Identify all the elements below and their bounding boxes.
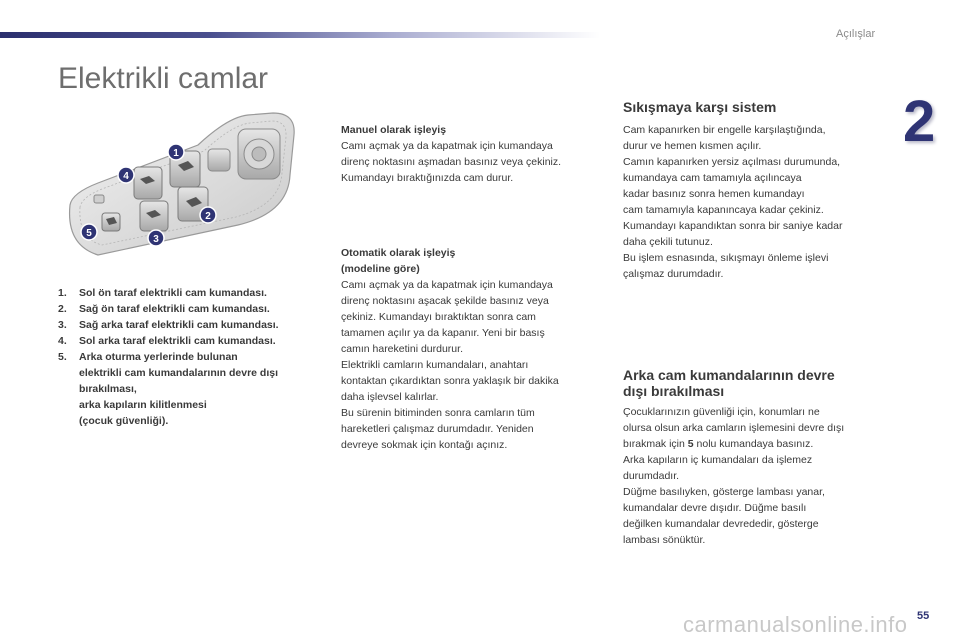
rear-disable-line: Arka kapıların iç kumandaları da işlemez <box>623 454 813 466</box>
callout-5-label: 5 <box>86 228 92 239</box>
rear-disable-button-ref: 5 <box>687 438 694 450</box>
anti-pinch-line: Camın kapanırken yersiz açılması durumunda, <box>623 156 841 168</box>
legend-item <box>58 285 328 301</box>
rear-disable-line: olursa olsun arka camların işlemesini devre dışı <box>623 422 845 434</box>
section-header: Açılışlar <box>836 28 876 40</box>
rear-disable-line: kumandalar devre dışıdır. Düğme basılı <box>623 502 807 514</box>
anti-pinch-line: durur ve hemen kısmen açılır. <box>623 140 762 152</box>
callout-2 <box>200 207 216 223</box>
page-title: Elektrikli camlar <box>58 62 269 95</box>
callout-5 <box>81 224 97 240</box>
chapter-number: 2 <box>903 89 936 154</box>
legend-list <box>58 285 328 429</box>
legend-item <box>58 333 328 349</box>
rear-disable-heading <box>623 367 903 399</box>
legend-item <box>58 349 328 429</box>
legend-text: Sol arka taraf elektrikli cam kumandası. <box>79 335 276 347</box>
automatic-operation-line: direnç noktasını aşacak şekilde basınız veya <box>341 295 549 307</box>
rear-disable-line: Çocuklarınızın güvenliği için, konumları ne <box>623 406 820 418</box>
rear-disable-line <box>623 436 898 452</box>
legend-text: (çocuk güvenliği). <box>79 415 169 427</box>
automatic-operation-heading-note: (modeline göre) <box>341 263 420 275</box>
watermark: carmanualsonline.info <box>683 612 908 637</box>
anti-pinch-line: Kumandayı kapandıktan sonra bir saniye kadar <box>623 220 843 232</box>
rear-disable-heading-line: Arka cam kumandalarının devre <box>623 367 835 383</box>
legend-text: bırakılması, <box>79 383 137 395</box>
legend-text: arka kapıların kilitlenmesi <box>79 399 207 411</box>
anti-pinch-line: kadar basınız sonra hemen kumandayı <box>623 188 805 200</box>
window-switch-panel-illustration <box>58 105 328 275</box>
rear-disable-line: Düğme basılıyken, gösterge lambası yanar, <box>623 486 825 498</box>
anti-pinch-line: çalışmaz durumdadır. <box>623 268 724 280</box>
rear-disable-line: lambası sönüktür. <box>623 534 706 546</box>
legend-item <box>58 301 328 317</box>
automatic-operation-line: çekiniz. Kumandayı bıraktıktan sonra cam <box>341 311 536 323</box>
anti-pinch-line: daha çekili tutunuz. <box>623 236 713 248</box>
automatic-operation-line: camın hareketini durdurur. <box>341 343 463 355</box>
legend-text: elektrikli cam kumandalarının devre dışı <box>79 367 279 379</box>
callout-4 <box>118 167 134 183</box>
legend-text: Arka oturma yerlerinde bulunan <box>79 351 238 363</box>
automatic-operation-line: devreye sokmak için kontağı açınız. <box>341 439 508 451</box>
manual-operation-section <box>341 122 606 186</box>
legend-number: 3. <box>58 319 67 331</box>
anti-pinch-line: kumandaya cam tamamıyla açılıncaya <box>623 172 802 184</box>
anti-pinch-line: Cam kapanırken bir engelle karşılaştığında, <box>623 124 826 136</box>
legend-number: 2. <box>58 303 67 315</box>
legend-text: Sağ arka taraf elektrikli cam kumandası. <box>79 319 279 331</box>
anti-pinch-line: cam tamamıyla kapanıncaya kadar çekiniz. <box>623 204 824 216</box>
rear-disable-line: durumdadır. <box>623 470 680 482</box>
rear-disable-text: nolu kumandaya basınız. <box>693 438 814 450</box>
manual-operation-line: direnç noktasını aşmadan basınız veya çekiniz. <box>341 156 562 168</box>
rear-disable-text: bırakmak için <box>623 438 688 450</box>
manual-operation-line: Kumandayı bıraktığınızda cam durur. <box>341 172 514 184</box>
automatic-operation-line: tamamen açılır ya da kapanır. Yeni bir basış <box>341 327 545 339</box>
callout-1 <box>168 144 184 160</box>
automatic-operation-line: Camı açmak ya da kapatmak için kumandaya <box>341 279 553 291</box>
automatic-operation-line: Bu sürenin bitiminden sonra camların tüm <box>341 407 535 419</box>
legend-number: 4. <box>58 335 67 347</box>
rear-disable-heading-line: dışı bırakılması <box>623 383 725 399</box>
automatic-operation-line: daha işlevsel kalırlar. <box>341 391 439 403</box>
automatic-operation-line: hareketleri çalışmaz durumdadır. Yeniden <box>341 423 534 435</box>
legend-text: Sol ön taraf elektrikli cam kumandası. <box>79 287 267 299</box>
legend-text: Sağ ön taraf elektrikli cam kumandası. <box>79 303 270 315</box>
page-number: 55 <box>917 610 930 622</box>
rear-disable-section <box>623 404 898 548</box>
legend-item <box>58 317 328 333</box>
anti-pinch-section <box>623 122 898 282</box>
manual-operation-line: Camı açmak ya da kapatmak için kumandaya <box>341 140 553 152</box>
automatic-operation-line: kontaktan çıkardıktan sonra yaklaşık bir dakika <box>341 375 559 387</box>
callout-3-label: 3 <box>153 234 159 245</box>
legend-number: 1. <box>58 287 67 299</box>
callout-3 <box>148 230 164 246</box>
manual-operation-heading: Manuel olarak işleyiş <box>341 124 447 136</box>
callout-1-label: 1 <box>173 148 179 159</box>
anti-pinch-line: Bu işlem esnasında, sıkışmayı önleme işlevi <box>623 252 829 264</box>
anti-pinch-heading: Sıkışmaya karşı sistem <box>623 99 777 115</box>
automatic-operation-section <box>341 245 606 453</box>
callout-4-label: 4 <box>123 171 129 182</box>
header-gradient-bar <box>0 32 600 38</box>
automatic-operation-heading: Otomatik olarak işleyiş <box>341 247 456 259</box>
callout-2-label: 2 <box>205 211 211 222</box>
automatic-operation-line: Elektrikli camların kumandaları, anahtarı <box>341 359 529 371</box>
rear-disable-line: değilken kumandalar devrededir, gösterge <box>623 518 819 530</box>
legend-number: 5. <box>58 351 67 363</box>
